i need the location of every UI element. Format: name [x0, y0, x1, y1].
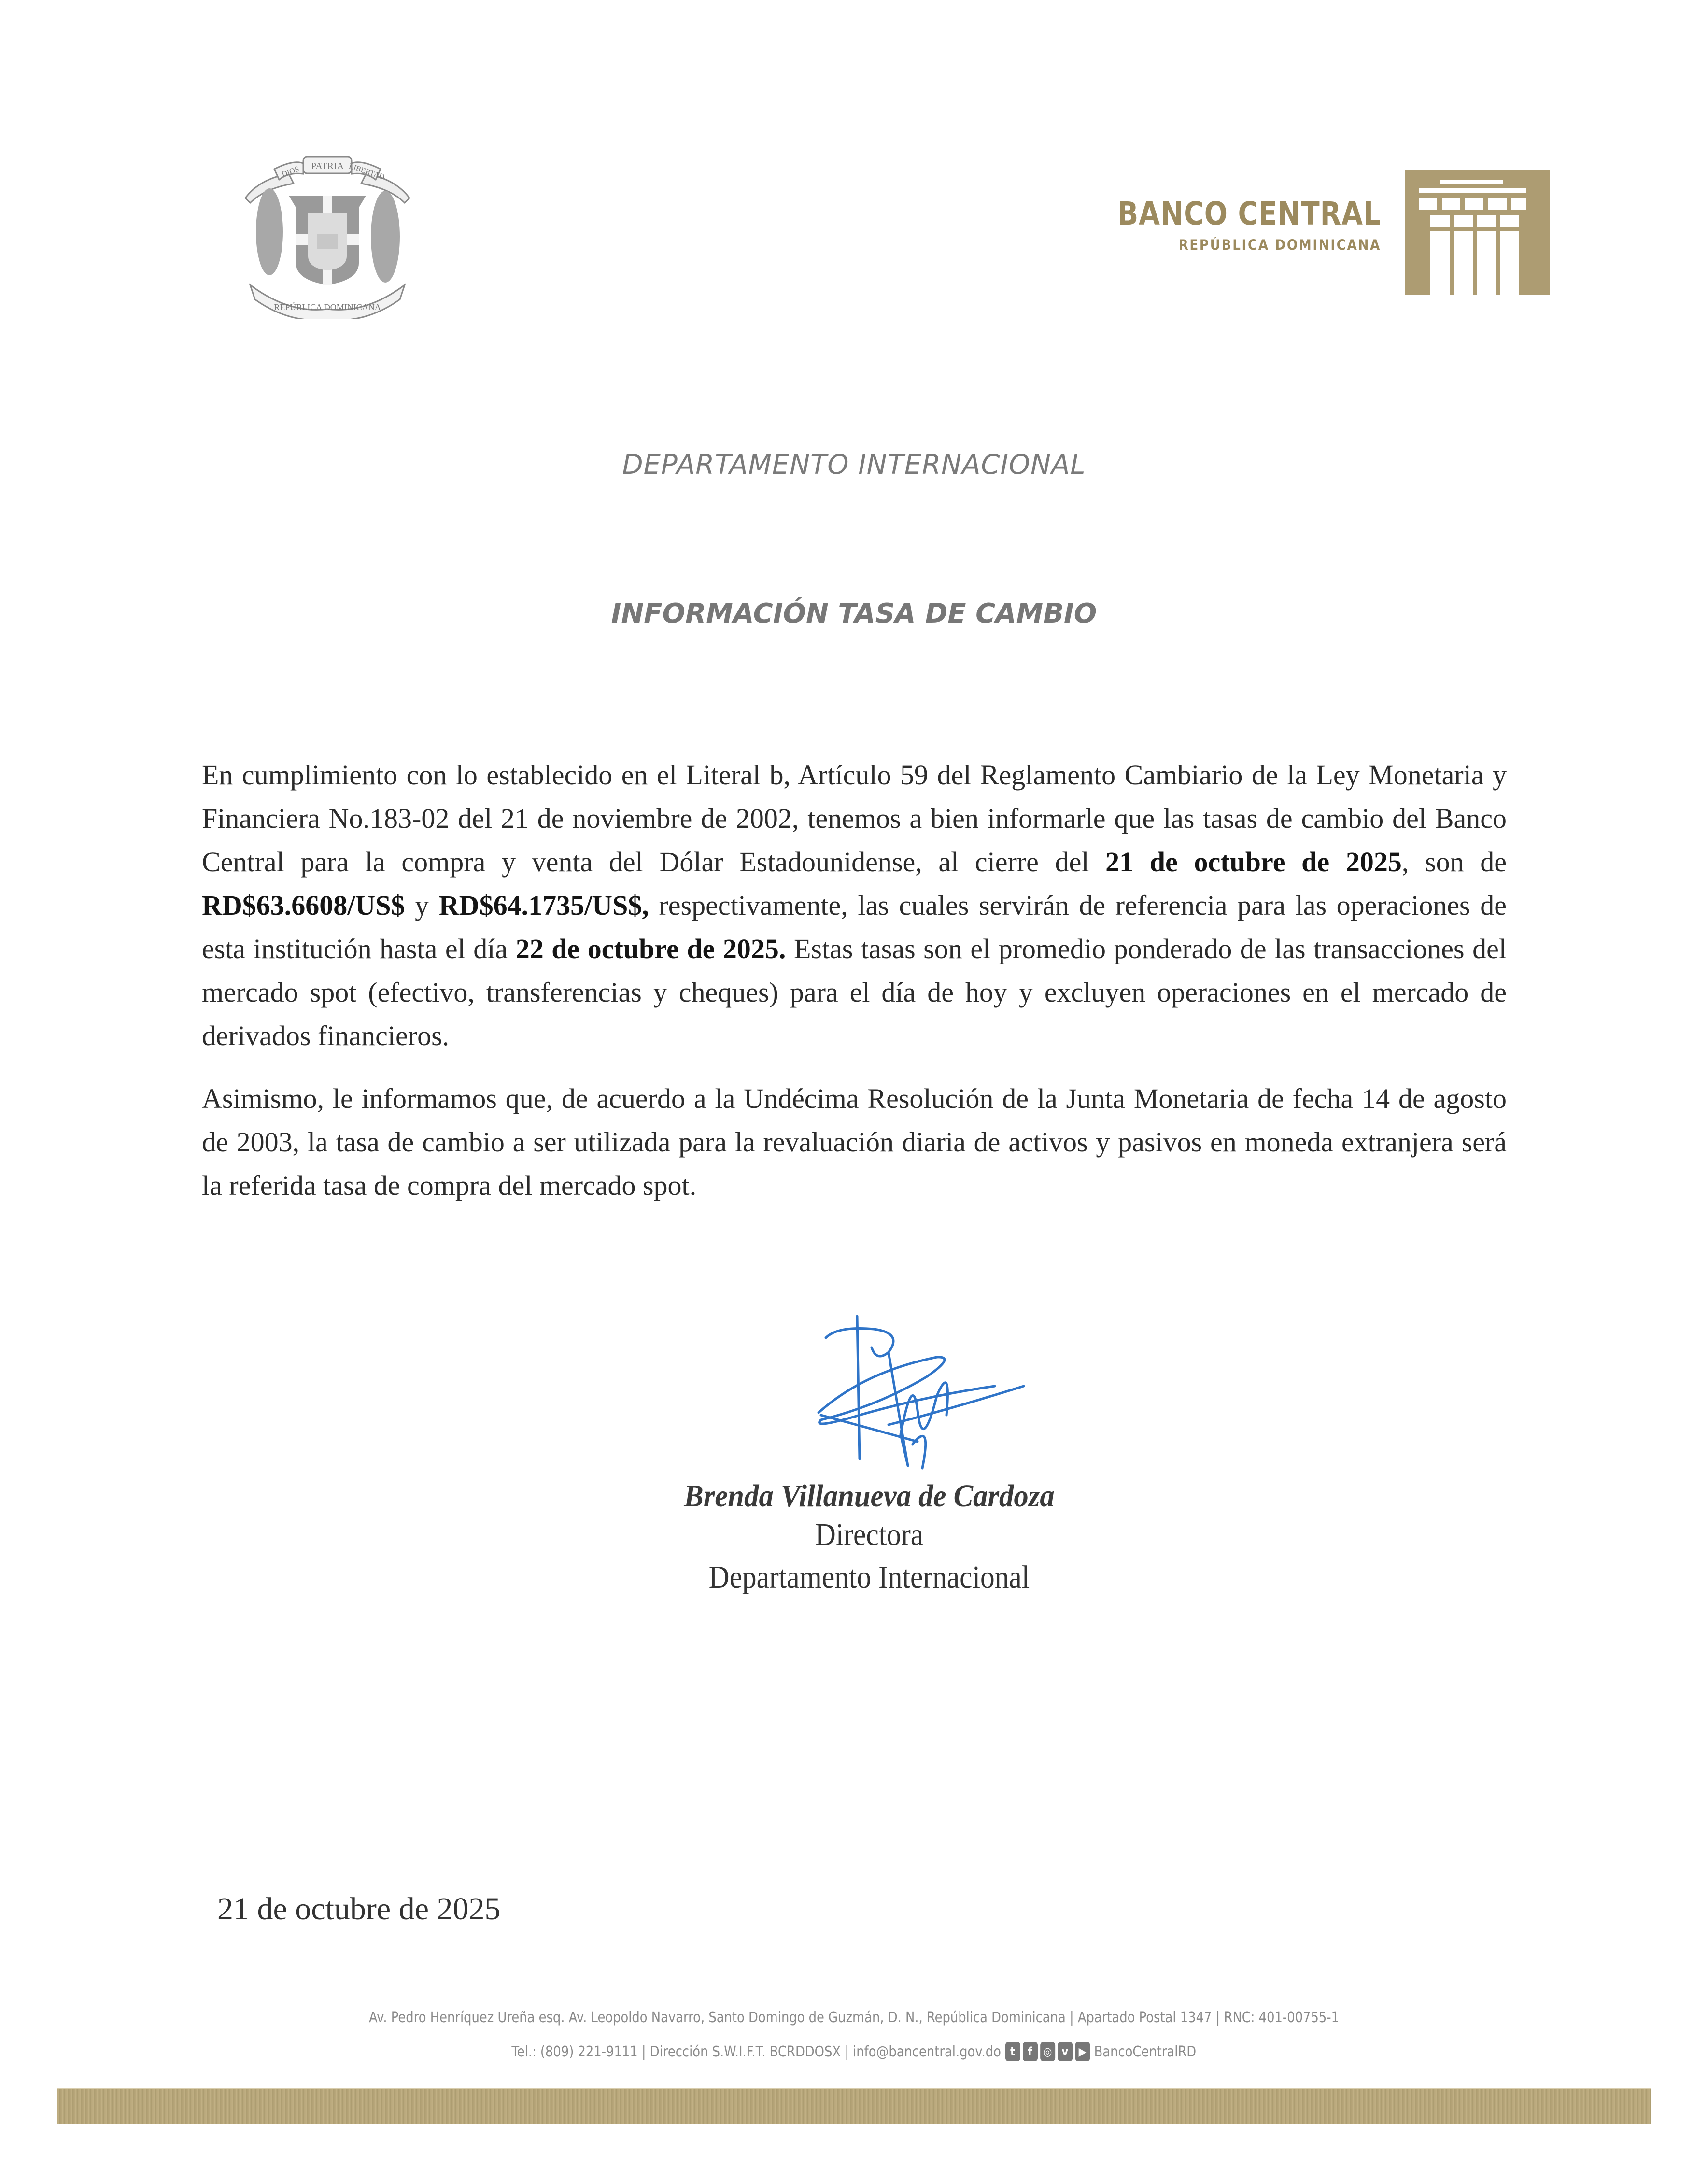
signatory-department: Departamento Internacional — [708, 1559, 1030, 1595]
social-handle: BancoCentralRD — [1094, 2043, 1197, 2060]
department-heading: DEPARTAMENTO INTERNACIONAL — [622, 449, 1086, 481]
body-text: En cumplimiento con lo establecido en el Literal b, Artículo 59 del Reglamento Cambiario de la Ley Monetaria y Financiera No.183-02 del 21 de noviembre de 2002, tenemos a bien informarle que las tasas de cambio del Banco Central para la compra y venta del Dólar Estadounidense, al cierre del — [202, 759, 1507, 878]
paragraph-revaluation — [202, 1077, 1507, 1207]
vimeo-icon[interactable]: v — [1058, 2042, 1073, 2061]
signatory-name: Brenda Villanueva de Cardoza — [684, 1478, 1055, 1514]
valid-until-date: 22 de octubre de 2025. — [515, 933, 786, 964]
body-text: y — [405, 890, 439, 921]
body-text: , son de — [1401, 846, 1507, 878]
bank-building-icon — [1405, 170, 1550, 295]
sale-rate: RD$64.1735/US$, — [438, 890, 649, 921]
paragraph-exchange-rates — [202, 753, 1507, 1058]
youtube-icon[interactable]: ▶ — [1075, 2042, 1090, 2061]
body-text: Estas tasas son el promedio ponderado de las transacciones del mercado spot (efectivo, transferencias y cheques) para el día de hoy y excluyen operaciones en el mercado de derivados financieros. — [202, 933, 1507, 1051]
footer-decorative-bar — [57, 2089, 1651, 2124]
document-date: 21 de octubre de 2025 — [217, 1891, 501, 1927]
close-date: 21 de octubre de 2025 — [1105, 846, 1402, 878]
coat-of-arms-icon — [231, 140, 424, 319]
logo-title: BANCO CENTRAL — [1117, 195, 1381, 232]
logo-subtitle: REPÚBLICA DOMINICANA — [1178, 237, 1381, 253]
svg-text:DIOS: DIOS — [281, 165, 300, 179]
banco-central-logo — [1067, 195, 1381, 253]
handwritten-signature-icon — [792, 1299, 1053, 1488]
purchase-rate: RD$63.6608/US$ — [202, 890, 405, 921]
footer-address: Av. Pedro Henríquez Ureña esq. Av. Leopoldo Navarro, Santo Domingo de Guzmán, D. N., República Dominicana | Apartado Postal 1347 | RNC: 401-00755-1 — [368, 2009, 1340, 2026]
social-icons — [1005, 2042, 1090, 2061]
contact-info: Tel.: (809) 221-9111 | Dirección S.W.I.F.T. BCRDDOSX | info@bancentral.gov.do — [511, 2043, 1002, 2060]
svg-text:LIBERTAD: LIBERTAD — [348, 162, 386, 182]
signatory-title: Directora — [815, 1517, 924, 1552]
instagram-icon[interactable]: ◎ — [1040, 2042, 1055, 2061]
document-title: INFORMACIÓN TASA DE CAMBIO — [611, 598, 1097, 629]
facebook-icon[interactable]: f — [1023, 2042, 1038, 2061]
motto-patria: PATRIA — [311, 161, 344, 171]
body-text: Asimismo, le informamos que, de acuerdo a la Undécima Resolución de la Junta Monetaria de fecha 14 de agosto de 2003, la tasa de cambio a ser utilizada para la revaluación diaria de activos y pasivos en moneda extranjera será la referida tasa de compra del mercado spot. — [202, 1083, 1507, 1201]
footer-contact — [0, 2042, 1708, 2061]
svg-text:REPÚBLICA DOMINICANA: REPÚBLICA DOMINICANA — [274, 302, 381, 312]
body-text: respectivamente, las cuales servirán de referencia para las operaciones de esta institución hasta el día — [202, 890, 1507, 964]
twitter-icon[interactable]: t — [1005, 2042, 1020, 2061]
